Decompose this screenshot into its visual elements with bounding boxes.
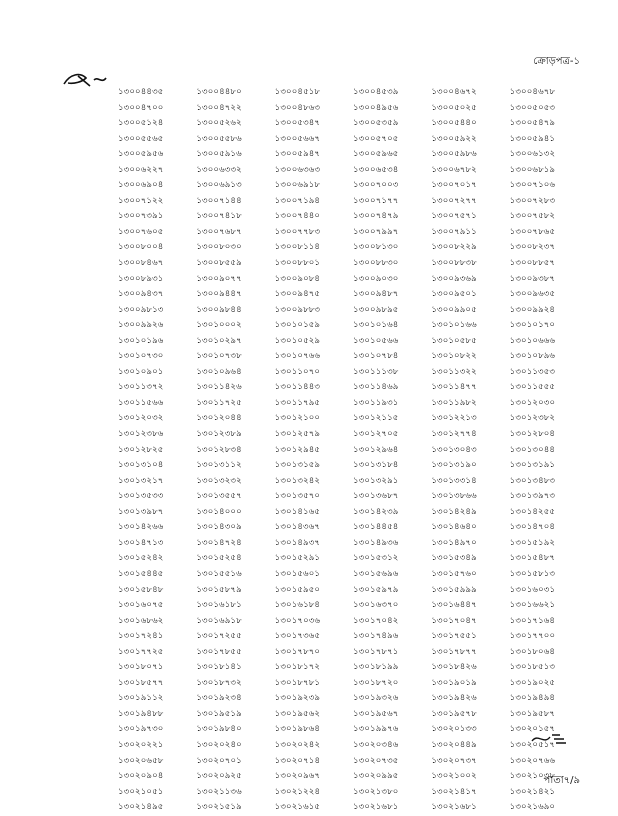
roll-number-cell: ১৩০২০৭৬৬ [509,755,556,766]
roll-number-cell: ১৩০১৮৭২০ [353,677,399,688]
roll-number-cell: ১৩০০৪৫৩৯ [353,87,399,97]
roll-number-cell: ১৩০০৪৬৭৮ [509,87,556,97]
roll-number-cell: ১৩০০৯৮৪৪ [196,304,242,315]
roll-number-cell: ১৩০০৭৯১১ [431,226,477,237]
roll-number-cell: ১৩০১৩১১২ [196,460,242,471]
roll-number-cell: ১৩০১১৩৫৩ [509,366,556,377]
roll-number-cell: ১৩০১২১১৫ [353,413,399,424]
roll-number-cell: ১৩০০৮৮৩৮ [431,258,477,269]
roll-number-cell: ১৩০২০৫১৭ [509,739,556,750]
roll-number-cell: ১৩০০৪৫১৮ [274,87,321,97]
roll-number-cell: ১৩০১৪৭২৪ [196,537,242,548]
roll-number-cell: ১৩০১১৯৩১ [353,397,399,408]
roll-number-cell: ১৩০১৭২৪১ [118,631,164,642]
roll-number-cell: ১৩০১৬১৮১ [196,600,242,611]
roll-number-cell: ১৩০০৮০০৪ [118,242,164,253]
roll-number-cell: ১৩০১৩৪৮৩ [509,475,556,486]
roll-number-cell: ১৩০১২৮৩৪ [196,444,242,455]
annexure-title: ক্রোড়পত্র-১ [533,56,580,67]
roll-number-cell: ১৩০১৩৬৮৭ [353,491,399,502]
roll-number-cell: ১৩০১০১৬৬ [431,320,477,331]
roll-number-cell: ১৩০০৭৫৭১ [431,211,477,222]
roll-number-cell: ১৩০০৯৮১৩ [118,304,164,315]
roll-number-cell: ১৩০১২৫৭৯ [274,429,321,440]
roll-number-cell: ১৩০১১৪২৬ [196,382,242,393]
roll-number-cell: ১৩০০৮২৩৭ [509,242,556,253]
roll-number-cell: ১৩০১০২৯৭ [196,335,242,346]
roll-number-cell: ১৩০১৪২৪৯ [431,506,477,517]
roll-number-cell: ১৩০০৫৯৪৭ [274,149,321,160]
roll-number-cell: ১৩০২১২২৪ [274,786,321,797]
roll-number-cell: ১৩০১২৩৮২ [509,413,556,424]
roll-number-cell: ১৩০১৭০৩৬ [274,615,321,626]
roll-number-cell: ১৩০১৪৪৫৪ [353,522,399,533]
roll-number-cell: ১৩০১২৮২৫ [118,444,164,455]
roll-number-cell: ১৩০১৩৫৩৩ [118,491,164,502]
roll-number-cell: ১৩০১২৩৮৬ [118,429,164,440]
roll-number-cell: ১৩০২০৩৪৬ [353,739,399,750]
roll-number-cell: ১৩০১৫৮৪৮ [118,584,164,595]
roll-number-cell: ১৩০১২০৩০ [509,397,556,408]
roll-number-cell: ১৩০১১৯৮২ [431,397,477,408]
roll-number-cell: ১৩০০৬১৩২ [509,149,556,160]
roll-number-cell: ১৩০০৫১২৪ [118,118,164,129]
roll-number-cell: ১৩০১৯৫৭৮ [431,708,477,719]
roll-number-cell: ১৩০১৫৯৯৯ [431,584,477,595]
roll-number-cell: ১৩০০৭৬৮৭ [196,226,242,237]
roll-number-cell: ১৩০০৯৩৬৯ [431,273,477,284]
roll-number-cell: ১৩০২০৯২৫ [196,771,242,782]
roll-number-cell: ১৩০০৪৪৩৫ [118,87,164,97]
roll-number-cell: ১৩০০৭৯৯৭ [353,226,399,237]
roll-number-cell: ১৩০০৯৪৭৫ [274,289,321,300]
roll-number-cell: ১৩০০৪৬৭২ [431,87,477,97]
roll-number-cell: ১৩০০৮৯৩১ [118,273,164,284]
roll-number-cell: ১৩০১৫২৯১ [274,553,321,564]
handwritten-initial-icon [60,68,120,92]
roll-number-cell: ১৩০১০০০২ [196,320,242,331]
roll-number-cell: ১৩০১৯০১৯ [431,677,477,688]
roll-number-cell: ১৩০২১৬৮১ [353,802,399,813]
roll-number-cell: ১৩০১৭৭০০ [509,631,556,642]
roll-number-cell: ১৩০০৮১১৪ [274,242,321,253]
roll-number-cell: ১৩০২১৪১৭ [431,786,477,797]
roll-number-cell: ১৩০০৭১৪৪ [196,195,242,206]
roll-number-cell: ১৩০০৭৭৮৩ [274,226,321,237]
roll-number-cell: ১৩০১৯৫৬২ [274,708,321,719]
roll-number-cell: ১৩০২০৯৯৫ [353,771,399,782]
roll-number-cell: ১৩০১০৮২২ [431,351,477,362]
roll-number-cell: ১৩০১৪০০০ [196,506,242,517]
roll-number-cell: ১৩০১৪৯৭০ [431,537,477,548]
roll-number-cell: ১৩০০৯৫০১ [431,289,477,300]
roll-number-cell: ১৩০০৭২৭৭ [431,195,477,206]
roll-number-cell: ১৩০২১১৩৬ [196,786,242,797]
roll-number-cell: ১৩০১৭৮৭৭ [431,646,477,657]
roll-number-cell: ১৩০১৫৯৫০ [274,584,321,595]
roll-number-cell: ১৩০২১৩৮০ [353,786,399,797]
roll-number-cell: ১৩০০৯৯০৫ [431,304,477,315]
roll-number-cell: ১৩০১৯৩২৬ [353,693,399,704]
roll-number-cell: ১৩০১৪৭০৪ [509,522,556,533]
roll-number-cell: ১৩০১৩৯৭৩ [509,491,556,502]
roll-number-cell: ১৩০২০৯৬৭ [274,771,321,782]
roll-number-cell: ১৩০২০২২১ [118,739,164,750]
roll-number-cell: ১৩০০৪৭০০ [118,102,164,113]
roll-number-cell: ১৩০১২০৩২ [118,413,164,424]
roll-number-cell: ১৩০১৩২৪২ [274,475,321,486]
roll-number-cell: ১৩০০৯৩৮৭ [509,273,556,284]
roll-number-cell: ১৩০০৭১৭৭ [353,195,399,206]
roll-number-cell: ১৩০১৯২৩৪ [196,693,242,704]
roll-number-cell: ১৩০১০৭৮৪ [353,351,399,362]
roll-number-cell: ১৩০১১১৩৮ [353,366,399,377]
roll-number-cell: ১৩০১৫২৫৪ [196,553,242,564]
roll-number-cell: ১৩০১০৫৮৫ [431,335,477,346]
roll-number-cell: ১৩০১০১৫৯ [274,320,321,331]
roll-number-cell: ১৩০১৯২৩৯ [274,693,321,704]
roll-number-cell: ১৩০১০১৯৬ [118,335,164,346]
roll-number-cell: ১৩০০৫৯৬৫ [353,149,399,160]
roll-number-cell: ১৩০১৩১৮৪ [353,460,399,471]
roll-number-cell: ১৩০২০১৫৭ [509,724,556,735]
roll-number-cell: ১৩০০৭১৯৪ [274,195,321,206]
roll-number-cell: ১৩০১৮৭৮১ [274,677,321,688]
roll-number-cell: ১৩০০৫২৬২ [196,118,242,129]
roll-number-cell: ১৩০০৭৮৬৫ [509,226,556,237]
roll-number-cell: ১৩০০৫৯৪১ [509,133,556,144]
roll-number-cell: ১৩০০৭১২২ [118,195,164,206]
roll-number-cell: ১৩০১৬৮৬২ [118,615,164,626]
roll-number-cell: ১৩০০৬৭৮২ [431,164,477,175]
roll-number-cell: ১৩০০৮৮০১ [274,258,321,269]
roll-number-cell: ১৩০০৭৪৭৯ [353,211,399,222]
roll-number-cell: ১৩০১১৭৯৫ [274,397,321,408]
roll-number-cell: ১৩০০৬৩৬৩ [274,164,321,175]
roll-number-cell: ১৩০১৪৬৪০ [431,522,477,533]
roll-number-cell: ১৩০১৩০৪৪ [509,444,556,455]
roll-number-cell: ১৩০১৯৫১৯ [196,708,242,719]
roll-number-cell: ১৩০০৫৯২২ [431,133,477,144]
roll-number-cell: ১৩০১৫৫১৬ [196,568,242,579]
roll-number-cell: ১৩০১৪২৫৫ [509,506,556,517]
roll-number-cell: ১৩০০৬৫৩৪ [353,164,399,175]
roll-number-cell: ১৩০০৪৯৫৬ [353,102,399,113]
roll-number-cell: ১৩০১৫৬০১ [274,568,321,579]
roll-number-cell: ১৩০০৫৫৬৫ [118,133,164,144]
roll-number-cell: ১৩০০৫০৫৩ [509,102,556,113]
roll-number-cell: ১৩০২০২৪২ [274,739,321,750]
roll-number-cell: ১৩০১৮৫১৩ [509,662,556,673]
roll-number-cell: ১৩০১৭৩৬৫ [274,631,321,642]
roll-number-cell: ১৩০১২১০০ [274,413,321,424]
roll-number-cell: ১৩০১০৮৯৬ [509,351,556,362]
roll-number-cell: ১৩০১৪৭১৩ [118,537,164,548]
roll-number-cell: ১৩০১২৯৪৫ [274,444,321,455]
roll-number-cell: ১৩০০৭৩৯১ [118,211,164,222]
roll-number-cell: ১৩০১৩৯৮৭ [118,506,164,517]
roll-number-cell: ১৩০১৮১৪১ [196,662,242,673]
roll-number-cell: ১৩০১৯৮৬৪ [274,724,321,735]
handwritten-signature-icon [530,729,570,747]
roll-number-cell: ১৩০০৮৪৬৭ [118,258,164,269]
roll-number-cell: ১৩০১০৯০১ [118,366,164,377]
roll-number-cell: ১৩০০৫৫৮৬ [196,133,242,144]
roll-number-cell: ১৩০১২০৪৪ [196,413,242,424]
roll-number-cell: ১৩০০৬৯১৮ [274,180,321,191]
roll-number-cell: ১৩০১৮৭৩২ [196,677,242,688]
roll-number-cell: ১৩০১৫৯৭৯ [353,584,399,595]
roll-number-cell: ১৩০১০৫৬৬ [353,335,399,346]
roll-number-cell: ১৩০১৫৮১৩ [509,568,556,579]
roll-number-cell: ১৩০১০৯৬৪ [196,366,242,377]
roll-number-cell: ১৩০২০২৪০ [196,739,242,750]
roll-number-cell: ১৩০১৪৩০৯ [196,522,242,533]
roll-number-cell: ১৩০০৮৫৫৯ [196,258,242,269]
roll-number-cell: ১৩০১৪১৬৫ [274,506,321,517]
roll-number-cell: ১৩০১৫৬৯৬ [353,568,399,579]
page-number: পাতা৭/৯ [543,775,580,786]
roll-number-cell: ১৩০০৯০৮৪ [274,273,321,284]
roll-number-cell: ১৩০০৮৮৫৭ [509,258,556,269]
roll-number-cell: ১৩০১৫৪৪৫ [118,568,164,579]
roll-number-cell: ১৩০১৫১৯২ [509,537,556,548]
roll-number-cell: ১৩০০৯০৩০ [353,273,399,284]
roll-number-cell: ১৩০০৫৩৪৭ [274,118,321,129]
roll-number-cell: ১৩০১৩১৯০ [431,460,477,471]
roll-number-cell: ১৩০১৬৪৪৭ [431,600,477,611]
roll-number-cell: ১৩০০৭০০৩ [353,180,399,191]
roll-number-cell: ১৩০০৯৪৮৭ [353,289,399,300]
roll-number-cell: ১৩০১১৪৭৭ [431,382,477,393]
roll-number-cell: ১৩০১৫৭৬০ [431,568,477,579]
roll-number-cell: ১৩০২১০৩৮ [509,771,556,782]
roll-number-cell: ১৩০১৬০৭৫ [118,600,164,611]
roll-number-cell: ১৩০১৪২৬৬ [118,522,164,533]
roll-number-cell: ১৩০০৭১০৬ [509,180,556,191]
roll-number-cell: ১৩০০৯৮৯৫ [353,304,399,315]
roll-number-cell: ১৩০২১৬১৫ [274,802,321,813]
roll-number-cell: ১৩০০৮০৩০ [196,242,242,253]
roll-number-cell: ১৩০০৫৯৮৬ [431,149,477,160]
roll-number-cell: ১৩০০৭৫৮২ [509,211,556,222]
roll-number-cell: ১৩০১৪৯৩৬ [353,537,399,548]
roll-number-cell: ১৩০১০১৭০ [509,320,556,331]
roll-number-cell: ১৩০১১০৭০ [274,366,321,377]
roll-number-cell: ১৩০১৯৫৮৭ [509,708,556,719]
roll-number-cell: ১৩০১৩১৫৯ [274,460,321,471]
roll-number-cell: ১৩০০৪৪৮০ [196,87,242,97]
roll-number-cell: ১৩০১৩৫৭০ [274,491,321,502]
roll-number-cell: ১৩০২০৭১৪ [274,755,321,766]
roll-number-cell: ১৩০১১৩২২ [431,366,477,377]
roll-number-cell: ১৩০১১৫৫৫ [509,382,556,393]
roll-number-cell: ১৩০১২২১৩ [431,413,477,424]
roll-number-cell: ১৩০২১০৫১ [118,786,164,797]
roll-number-cell: ১৩০১৩৫৫৭ [196,491,242,502]
roll-number-cell: ১৩০১৭৪৯৬ [353,631,399,642]
roll-number-cell: ১৩০১২৮০৪ [509,429,556,440]
roll-number-cell: ১৩০০৬৮১৯ [509,164,556,175]
roll-number-cell: ১৩০০৮৮৩০ [353,258,399,269]
roll-number-cell: ১৩০০৬২২৭ [118,164,164,175]
roll-number-cell: ১৩০০৯৪৩৭ [118,289,164,300]
roll-number-cell: ১৩০০৯৯২৪ [509,304,556,315]
roll-number-cell: ১৩০১৩১৯১ [509,460,556,471]
roll-number-cell: ১৩০১১৫৬৬ [118,397,164,408]
roll-number-cell: ১৩০০৪৮৬৩ [274,102,321,113]
roll-number-cell: ১৩০২১০০২ [431,771,477,782]
roll-number-cell: ১৩০১৯৭৩০ [118,724,164,735]
roll-number-cell: ১৩০১৭৮৭০ [274,646,321,657]
roll-number-cell: ১৩০১৮৫৭৭ [118,677,164,688]
roll-number-cell: ১৩০১৯৪২৬ [431,693,477,704]
roll-number-cell: ১৩০১৩৮৬৬ [431,491,477,502]
roll-number-cell: ১৩০০৫৪৭৯ [509,118,556,129]
roll-number-cell: ১৩০২০৬৫৮ [118,755,164,766]
roll-number-cell: ১৩০১২৭০৫ [353,429,399,440]
roll-number-cell: ১৩০১৬১৮৪ [274,600,321,611]
roll-number-cell: ১৩০১০৬৬৬ [509,335,556,346]
roll-number-cell: ১৩০১০৭৬৬ [274,351,321,362]
roll-number-cell: ১৩০১৬৬২১ [509,600,556,611]
roll-number-cell: ১৩০২১৪২১ [509,786,556,797]
roll-number-cell: ১৩০১২৯৬৪ [353,444,399,455]
roll-number-cell: ১৩০১৫২৪২ [118,553,164,564]
roll-number-cell: ১৩০১৮০৭১ [118,662,164,673]
roll-number-cell: ১৩০০৯৮৮৩ [274,304,321,315]
roll-number-cell: ১৩০০৯০৭৭ [196,273,242,284]
roll-number-cell: ১৩০১৫৪৮৭ [509,553,556,564]
roll-number-cell: ১৩০১৫৩১২ [353,553,399,564]
roll-number-cell: ১৩০০৬৩৩২ [196,164,242,175]
roll-number-cell: ১৩০১৪৯৩৭ [274,537,321,548]
roll-number-cell: ১৩০১৯০২৫ [509,677,556,688]
roll-number-cell: ১৩০০৭৪৪০ [274,211,321,222]
roll-number-cell: ১৩০১৭২৫৫ [196,631,242,642]
roll-number-cell: ১৩০১১৩৭২ [118,382,164,393]
roll-number-cell: ১৩০১৩২৯১ [353,475,399,486]
roll-number-cell: ১৩০১৭১৬৪ [509,615,556,626]
roll-number-cell: ১৩০০৫৬৬৭ [274,133,321,144]
roll-number-cell: ১৩০২০৭৩৭ [431,755,477,766]
roll-number-cell: ১৩০১২৭৭৪ [431,429,477,440]
roll-number-cell: ১৩০০৭৪১৮ [196,211,242,222]
roll-number-cell: ১৩০০৭০১৭ [431,180,477,191]
roll-number-cell: ১৩০০৬৯০৪ [118,180,164,191]
roll-number-cell: ১৩০১৭০৪৭ [431,615,477,626]
roll-number-cell: ১৩০১৭৫৫১ [431,631,477,642]
roll-number-cell: ১৩০২০৭০১ [196,755,242,766]
roll-number-cell: ১৩০২০১৩৩ [431,724,477,735]
roll-number-cell: ১৩০১৪৩৬৭ [274,522,321,533]
roll-number-cell: ১৩০১৯৯৭৬ [353,724,399,735]
roll-number-cell: ১৩০০৫৯৫৬ [118,149,164,160]
roll-number-cell: ১৩০০৮২২৯ [431,242,477,253]
roll-number-cell: ১৩০১৩২৩২ [196,475,242,486]
roll-number-cell: ১৩০০৫৪৪০ [431,118,477,129]
roll-number-cell: ১৩০০৫৭০৫ [353,133,399,144]
roll-number-cell: ১৩০১০৭৩০ [118,351,164,362]
roll-number-cell: ১৩০০৯৪৪৭ [196,289,242,300]
roll-number-cell: ১৩০২০৪৪৯ [431,739,477,750]
roll-number-cell: ১৩০১৭৮৭১ [353,646,399,657]
roll-number-cell: ১৩০১৮১৯৯ [353,662,399,673]
roll-number-cell: ১৩০১৮১৭২ [274,662,321,673]
roll-number-cell: ১৩০১৯৪৯৪ [509,693,556,704]
roll-number-cell: ১৩০১০১৬৪ [353,320,399,331]
roll-number-cell: ১৩০১৬৯১৮ [196,615,242,626]
roll-number-cell: ১৩০১৩৩১৪ [431,475,477,486]
roll-number-table [118,85,588,816]
roll-number-cell: ১৩০১৯৫৬৭ [353,708,399,719]
roll-number-cell: ১৩০১৯৮৪০ [196,724,242,735]
roll-number-cell: ১৩০০৭৬০৫ [118,226,164,237]
roll-number-cell: ১৩০২০৯০৪ [118,771,164,782]
roll-number-cell: ১৩০১৩০৪৩ [431,444,477,455]
roll-number-cell: ১৩০১৩২১৭ [118,475,164,486]
roll-number-cell: ১৩০২০৭৩৫ [353,755,399,766]
roll-number-cell: ১৩০১৫৮৭৯ [196,584,242,595]
roll-number-cell: ১৩০১৪২৩৯ [353,506,399,517]
roll-number-cell: ১৩০০৫৯১৬ [196,149,242,160]
roll-number-cell: ১৩০১৮০৬৪ [509,646,556,657]
roll-number-cell: ১৩০১৯৪৮৮ [118,708,164,719]
roll-number-cell: ১৩০১৩১০৪ [118,460,164,471]
roll-number-cell: ১৩০১৫৩৪৯ [431,553,477,564]
roll-number-cell: ১৩০১১৪৪৩ [274,382,321,393]
roll-number-cell: ১৩০১৭৮৫৫ [196,646,242,657]
roll-number-cell: ১৩০১৯১১২ [118,693,164,704]
roll-number-cell: ১৩০২১৪৯৫ [118,802,164,813]
roll-number-cell: ১৩০১১৪৬৯ [353,382,399,393]
roll-number-cell: ১৩০০৭২৮৩ [509,195,556,206]
roll-number-cell: ১৩০১০৭৩৮ [196,351,242,362]
roll-number-cell: ১৩০০৫০২৫ [431,102,477,113]
roll-number-cell: ১৩০০৪৭২২ [196,102,242,113]
roll-number-cell: ১৩০১৬০৩১ [509,584,556,595]
roll-number-cell: ১৩০১৭০৪২ [353,615,399,626]
roll-number-cell: ১৩০১৬৩৭০ [353,600,399,611]
roll-number-cell: ১৩০১৮৪২৬ [431,662,477,673]
roll-number-cell: ১৩০০৬৯১৩ [196,180,242,191]
roll-number-cell: ১৩০২১৬৯০ [509,802,556,813]
roll-number-cell: ১৩০০৫৩৫৯ [353,118,399,129]
roll-number-cell: ১৩০০৯৯২৬ [118,320,164,331]
roll-number-cell: ১৩০১২৩৮৯ [196,429,242,440]
roll-number-cell: ১৩০১৭৭২৫ [118,646,164,657]
roll-number-cell: ১৩০১১৭২৫ [196,397,242,408]
roll-number-cell: ১৩০২১৬৮১ [431,802,477,813]
roll-number-cell: ১৩০১০৫২৯ [274,335,321,346]
roll-number-cell: ১৩০০৮১৩০ [353,242,399,253]
roll-number-cell: ১৩০০৯৬৩৫ [509,289,556,300]
roll-number-cell: ১৩০২১৫১৯ [196,802,242,813]
